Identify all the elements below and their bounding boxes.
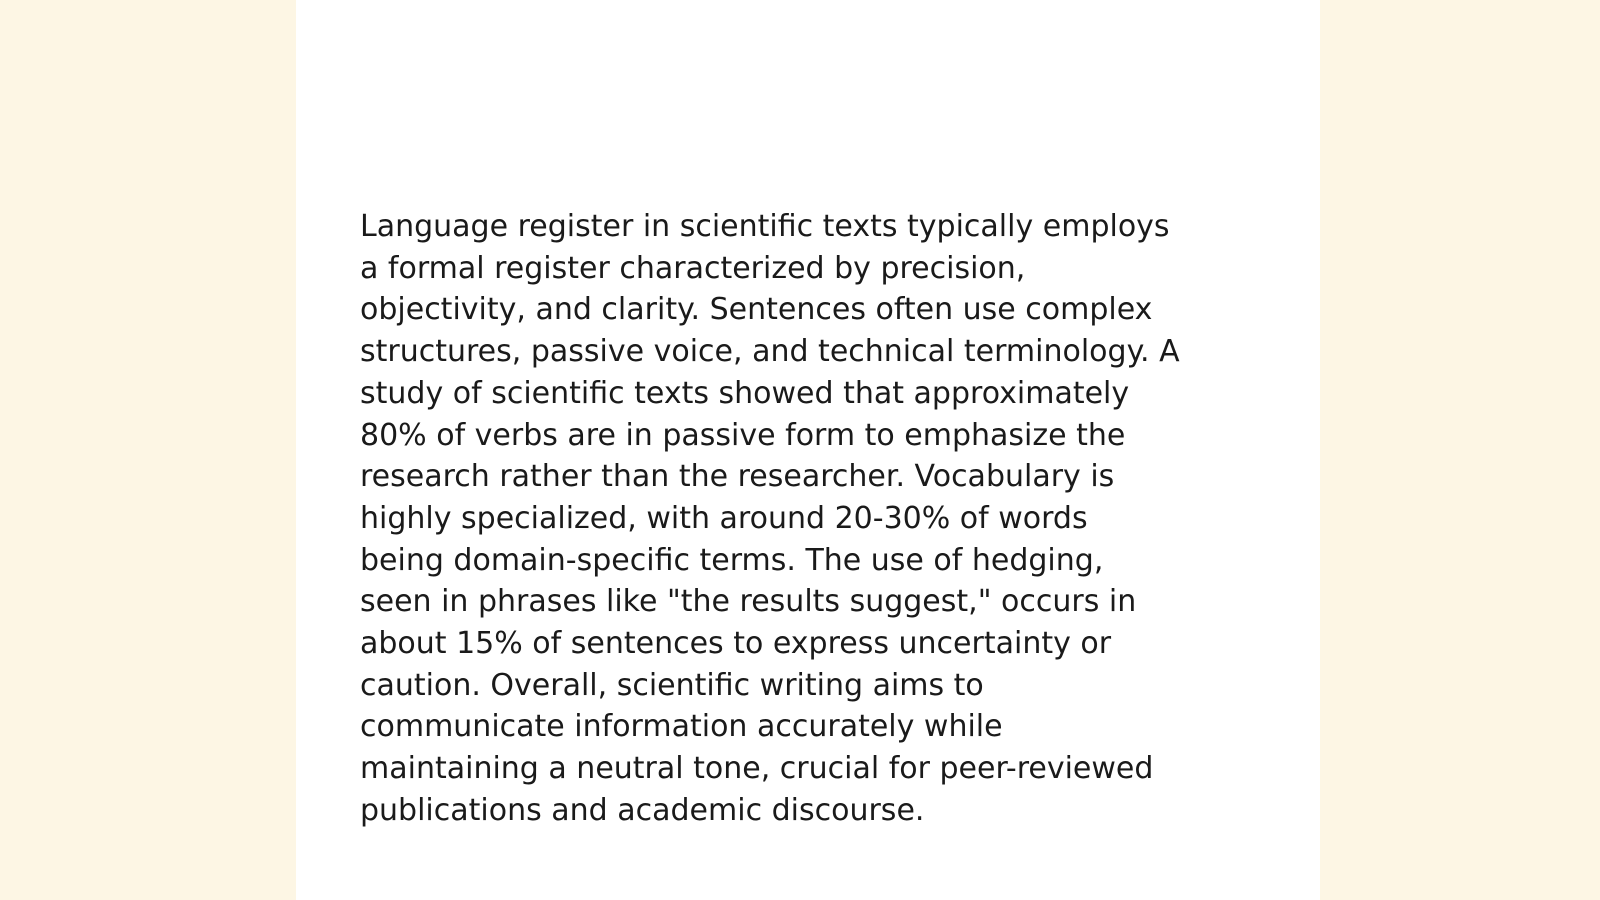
body-paragraph: Language register in scientific texts typically employs a formal register characterized by precision, objectivity, and clarity. Sentences often use complex structures, passive voice, and technical terminology. A study of scientific texts showed that approximately 80% of verbs are in passive form to emphasize the research rather than the researcher. Vocabulary is highly specialized, with around 20-30% of words being domain-specific terms. The use of hedging, seen in phrases like "the results suggest," occurs in about 15% of sentences to express uncertainty or caution. Overall, scientific writing aims to communicate information accurately while maintaining a neutral tone, crucial for peer-reviewed publications and academic discourse. bbox=[360, 209, 1180, 828]
document-page bbox=[296, 0, 1320, 900]
